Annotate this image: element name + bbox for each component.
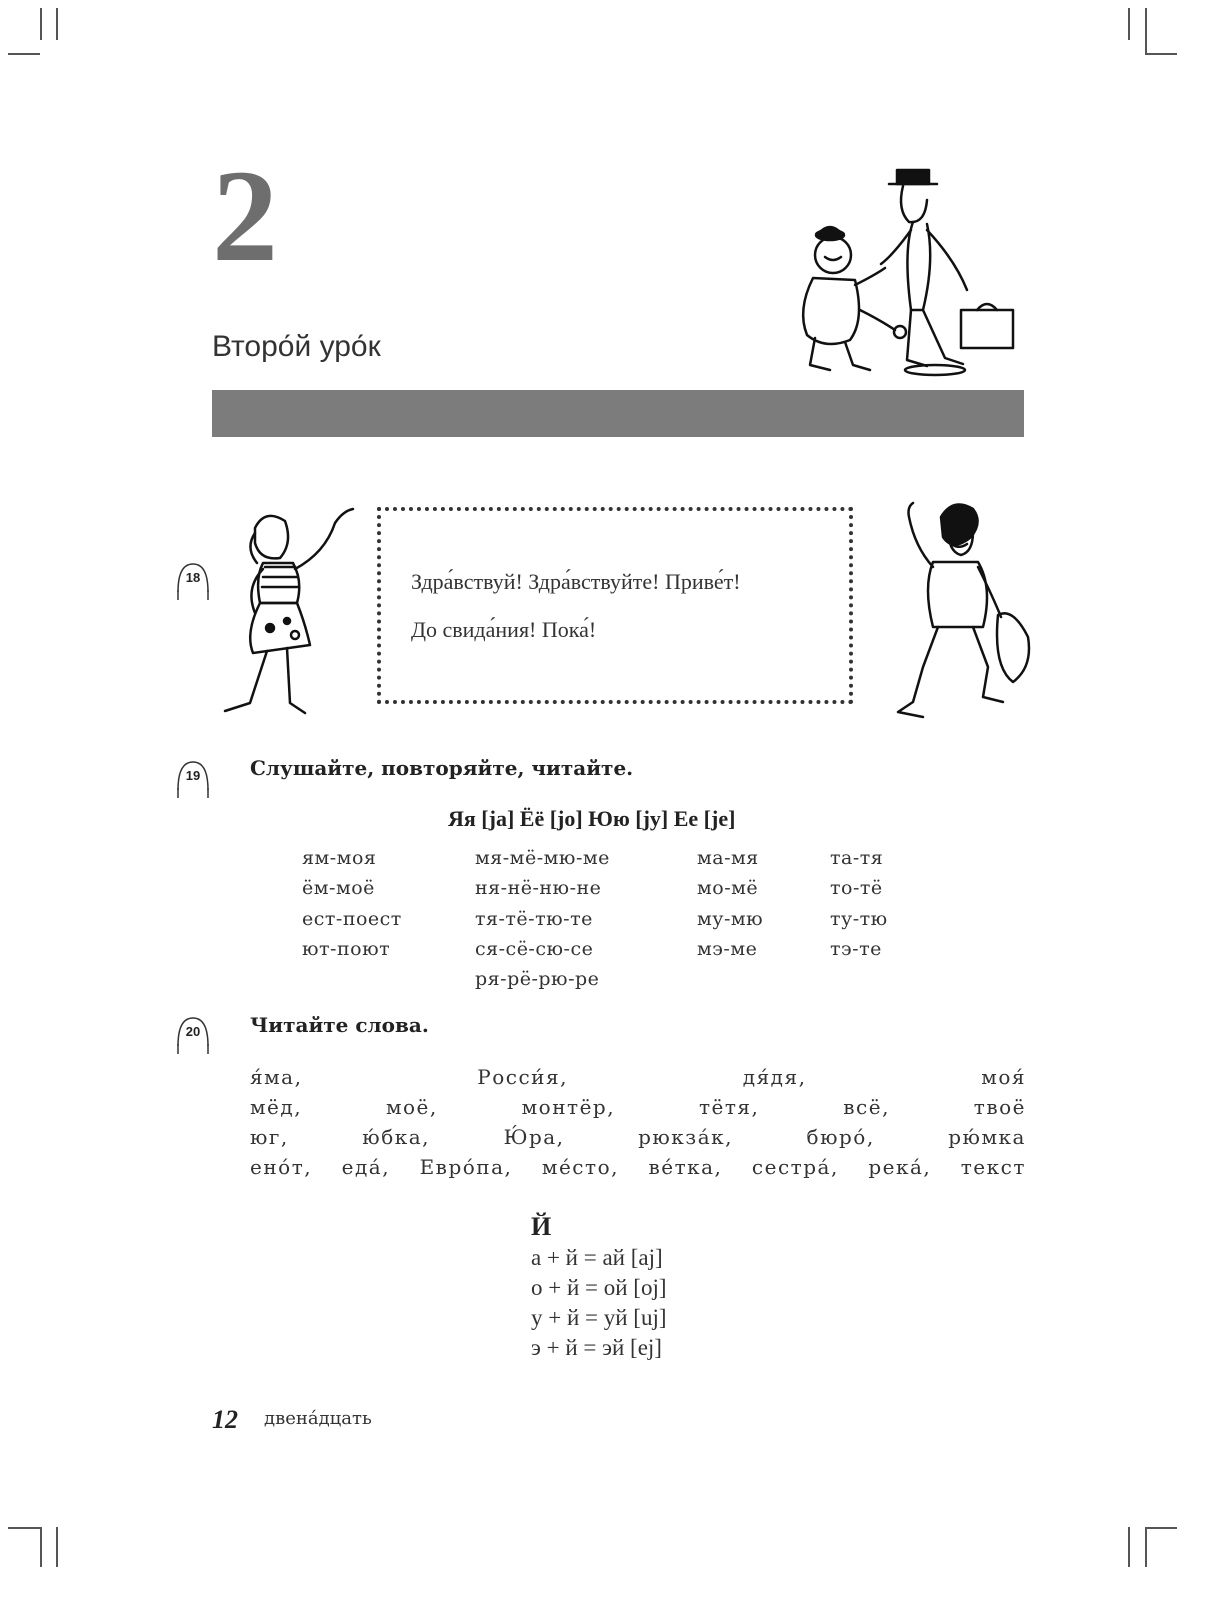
boy-waving-illustration	[893, 497, 1038, 725]
word: Евро́па,	[419, 1155, 513, 1179]
syllable-item: то-тё	[830, 877, 883, 900]
word: монтёр,	[521, 1095, 616, 1119]
audio-badge-20[interactable]	[175, 1014, 211, 1058]
word: бюро́,	[806, 1125, 875, 1149]
jot-line: о + й = ой [oj]	[531, 1275, 667, 1300]
word: дя́дя,	[742, 1065, 807, 1089]
exercise-number: 18	[185, 570, 201, 585]
syllable-item: ма-мя	[697, 847, 759, 869]
word: мёд,	[250, 1095, 303, 1119]
syllable-column-2	[475, 843, 610, 994]
syllable-column-3	[697, 843, 763, 964]
word: сестра́,	[751, 1155, 839, 1179]
exercise-number: 20	[185, 1024, 201, 1039]
syllable-item: ня-нё-ню-не	[475, 877, 602, 900]
word: рюкза́к,	[638, 1125, 733, 1149]
syllable-column-4	[830, 843, 888, 964]
men-handshake-illustration	[785, 160, 1030, 382]
chapter-title: Второ́й уро́к	[212, 330, 381, 363]
syllable-item: ту-тю	[830, 907, 888, 930]
word: всё,	[843, 1095, 890, 1119]
word: юг,	[250, 1125, 289, 1149]
word-row-1	[250, 1065, 1026, 1089]
word: текст	[960, 1155, 1026, 1179]
chapter-number: 2	[212, 142, 278, 289]
syllable-item: му-мю	[697, 907, 764, 930]
syllables-heading: Яя [ja] Ёё [jo] Юю [jy] Ее [je]	[448, 806, 736, 831]
word: рю́мка	[948, 1125, 1026, 1149]
syllable-item: ест-поест	[302, 907, 402, 930]
word: ю́бка,	[362, 1125, 431, 1149]
instruction-20: Читайте слова.	[250, 1013, 429, 1037]
chapter-header-bar	[212, 390, 1024, 437]
syllable-item: ря-рё-рю-ре	[475, 968, 600, 991]
word-row-3	[250, 1125, 1026, 1149]
greeting-line-1: Здра́вствуй! Здра́вствуйте! Приве́т!	[411, 569, 741, 594]
syllable-item: тэ-те	[830, 937, 882, 960]
word-row-4	[250, 1155, 1026, 1179]
girl-waving-illustration	[215, 503, 365, 718]
jot-title: Й	[531, 1212, 552, 1241]
word: Ю́ра,	[503, 1125, 565, 1149]
syllable-item: ём-моё	[302, 877, 375, 900]
audio-badge-18[interactable]	[175, 560, 211, 604]
greeting-line-2: До свида́ния! Пока́!	[411, 617, 597, 642]
word: ено́т,	[250, 1155, 313, 1179]
jot-line: а + й = ай [aj]	[531, 1245, 663, 1270]
word: твоё	[973, 1095, 1026, 1119]
word: Росси́я,	[477, 1065, 568, 1089]
word: ве́тка,	[648, 1155, 723, 1179]
syllable-item: ют-поют	[302, 937, 391, 960]
word: моя́	[981, 1065, 1026, 1089]
syllable-item: мо-мё	[697, 877, 759, 900]
word-row-2	[250, 1095, 1026, 1119]
syllable-item: ся-сё-сю-се	[475, 937, 594, 960]
audio-badge-19[interactable]	[175, 758, 211, 802]
instruction-19: Слушайте, повторяйте, читайте.	[250, 756, 634, 780]
word: тётя,	[698, 1095, 760, 1119]
word: река́,	[868, 1155, 932, 1179]
word: я́ма,	[250, 1065, 303, 1089]
syllable-item: та-тя	[830, 847, 884, 869]
syllable-item: мя-мё-мю-ме	[475, 847, 610, 869]
syllable-item: ям-моя	[302, 847, 377, 869]
greeting-box	[377, 507, 853, 704]
syllable-column-1	[302, 843, 402, 964]
page-number-word: двена́дцать	[264, 1408, 372, 1429]
word: моё,	[385, 1095, 438, 1119]
exercise-number: 19	[185, 768, 201, 783]
jot-line: э + й = эй [ej]	[531, 1335, 662, 1360]
word: еда́,	[341, 1155, 391, 1179]
word: ме́сто,	[541, 1155, 619, 1179]
syllable-item: тя-тё-тю-те	[475, 907, 593, 930]
page-number: 12	[212, 1405, 238, 1434]
jot-line: у + й = уй [uj]	[531, 1305, 667, 1330]
syllable-item: мэ-ме	[697, 937, 758, 960]
